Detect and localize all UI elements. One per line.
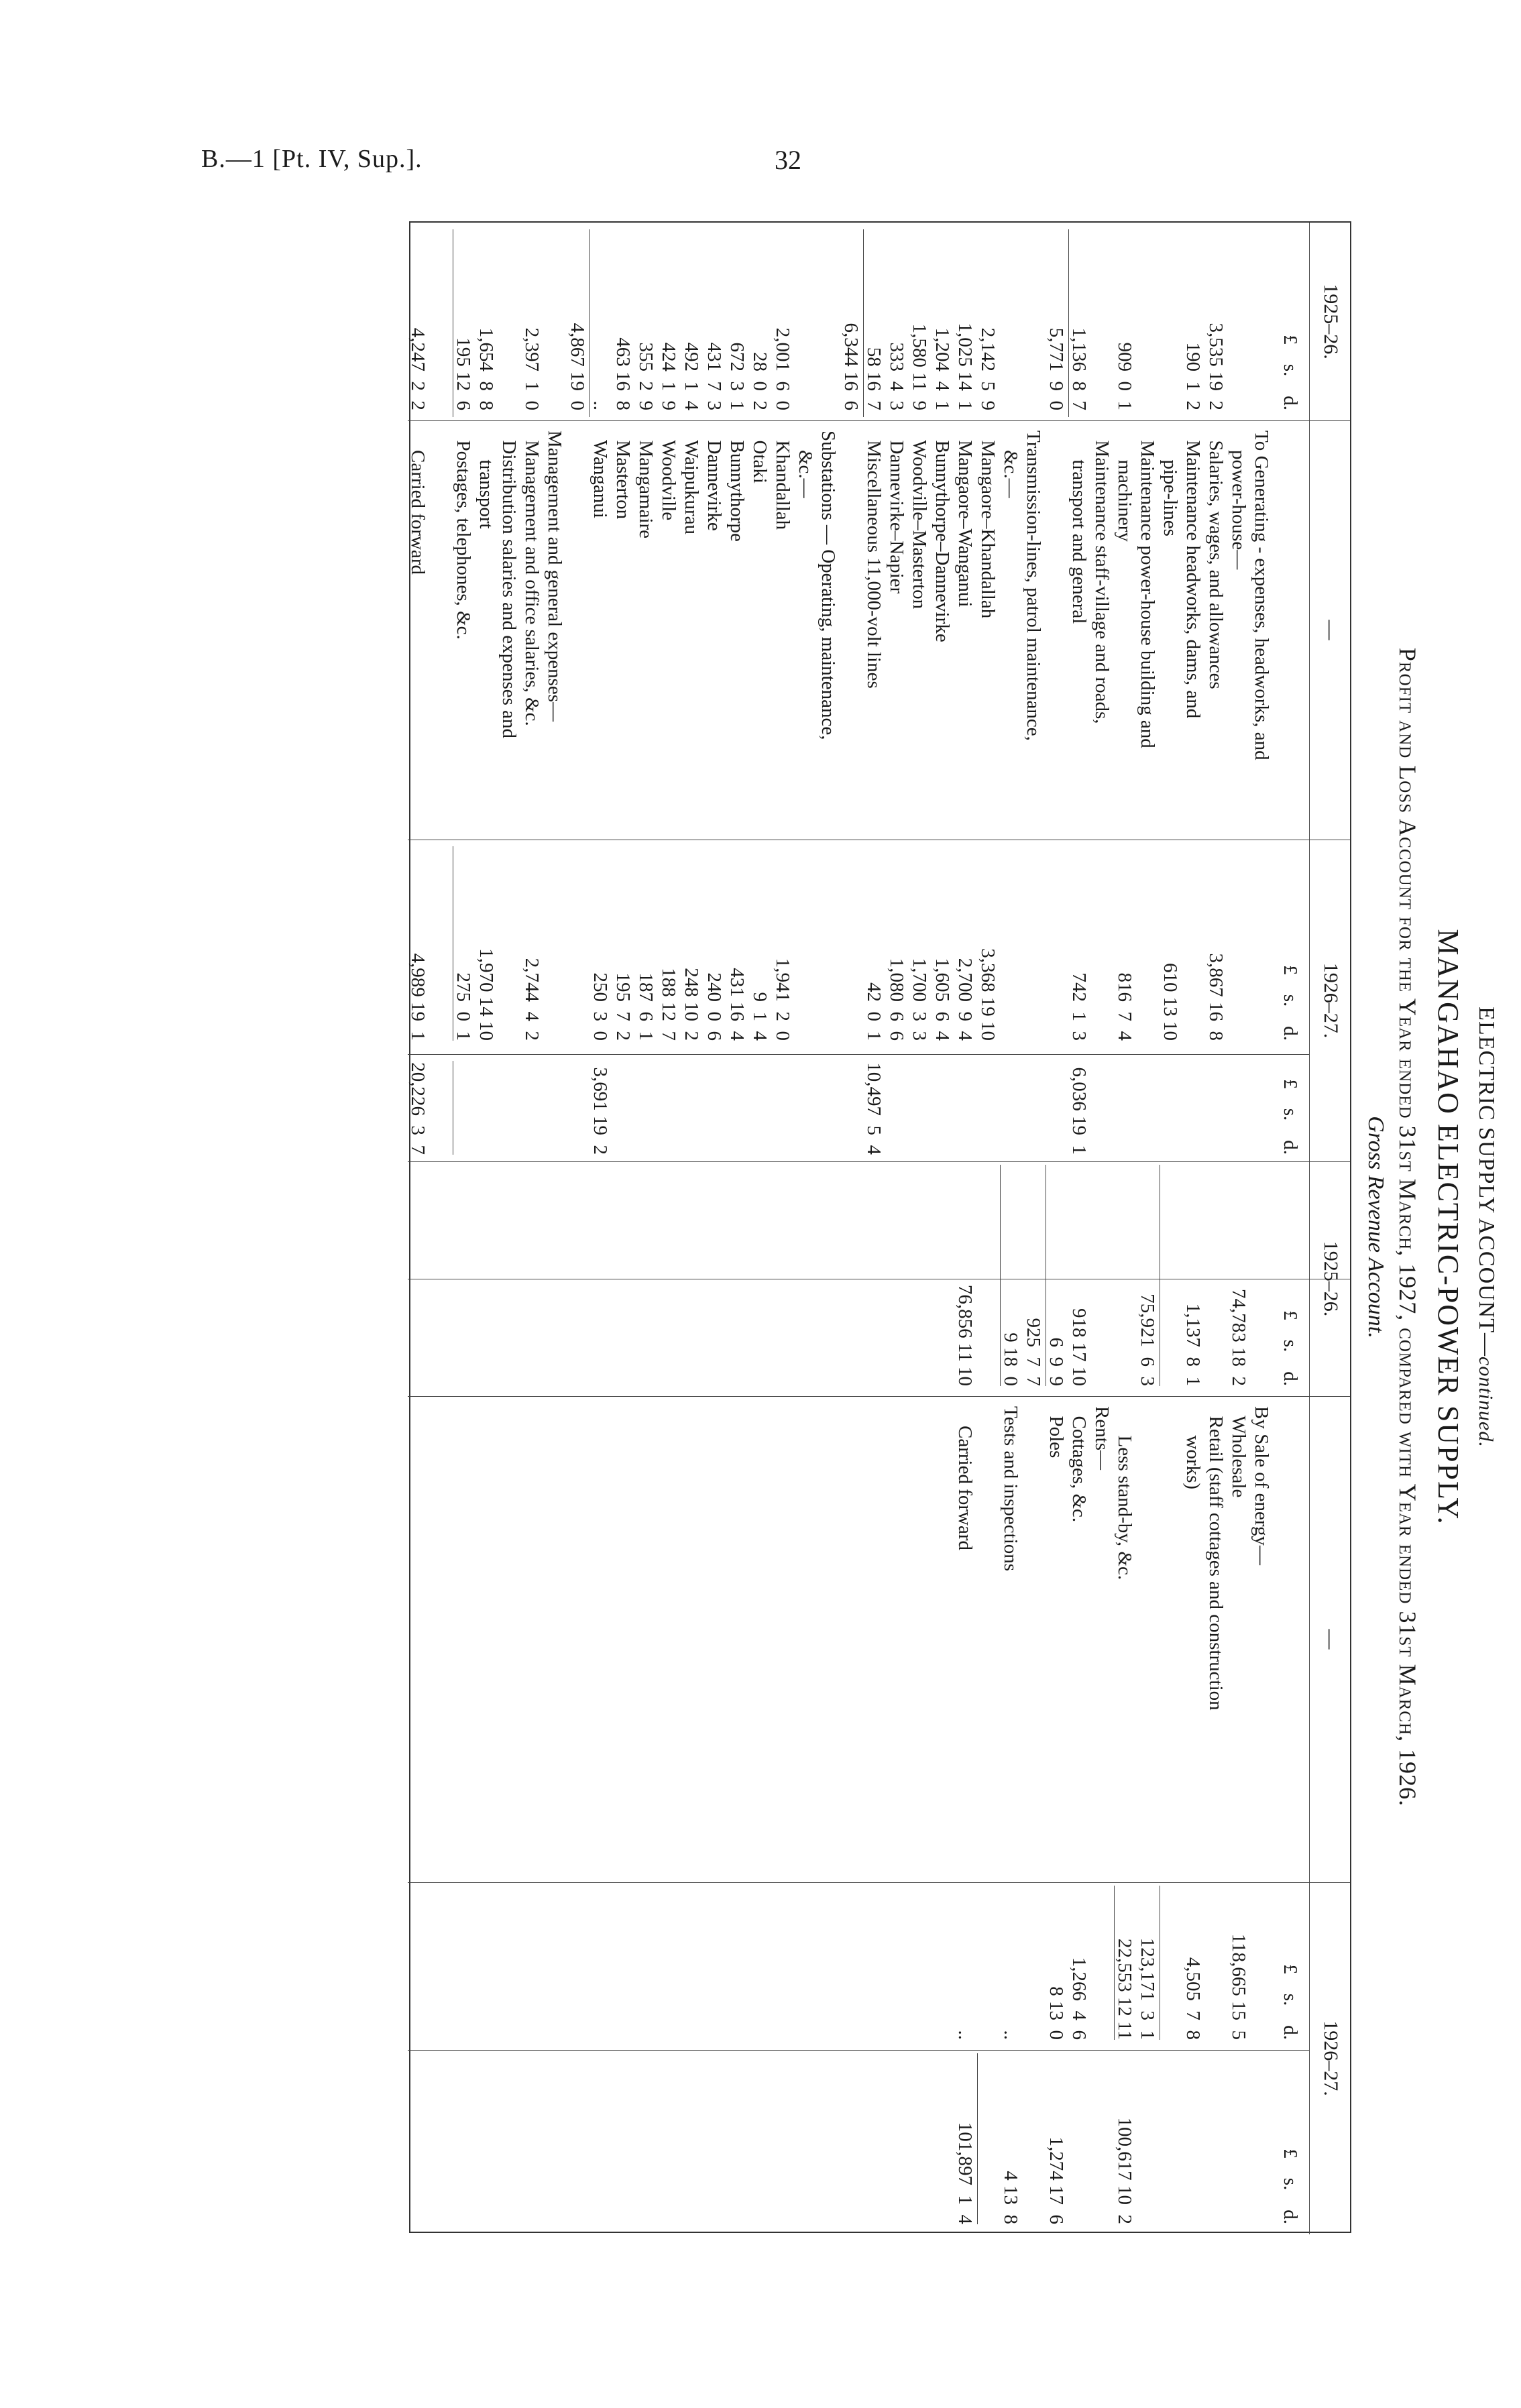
- debit-prev-amount: ..: [589, 400, 611, 410]
- column-rule: [408, 2050, 1310, 2051]
- header-cur-debit: 1926–27.: [1320, 962, 1342, 1039]
- debit-item-label: Bunnythorpe–Dannevirke: [932, 431, 953, 642]
- debit-item-label: Substations — Operating, maintenance,: [818, 431, 839, 740]
- debit-item-label: Wanganui: [589, 431, 611, 518]
- credit-cur-amount: 8 13 0: [1046, 1986, 1067, 2040]
- debit-item-label: power-house—: [1228, 431, 1249, 570]
- debit-prev-amount: 1,654 8 8: [475, 327, 497, 410]
- credit-item-label: Retail (staff cottages and construction: [1205, 1406, 1227, 1711]
- debit-item-label: Dannevirke: [703, 431, 725, 531]
- debit-cur-amount: 42 0 1: [863, 982, 885, 1041]
- document-reference: B.—1 [Pt. IV, Sup.].: [201, 145, 422, 173]
- debit-cur-total: 20,226 3 7: [407, 1062, 429, 1155]
- debit-prev-amount: 492 1 4: [681, 342, 702, 410]
- debit-item-label: Mangamaire: [635, 431, 657, 539]
- unit-label: £ s. d.: [1280, 1310, 1301, 1386]
- unit-label: £ s. d.: [1280, 1964, 1301, 2040]
- credit-prev-amount: 76,856 11 10: [954, 1284, 976, 1386]
- debit-cur-amount: 4,989 19 1: [407, 953, 429, 1041]
- header-prev-credit: 1925–26.: [1320, 1241, 1342, 1317]
- debit-cur-amount: 3,368 19 10: [977, 948, 999, 1041]
- debit-prev-amount: 1,204 4 1: [932, 327, 953, 410]
- credit-prev-amount: 74,783 18 2: [1228, 1289, 1249, 1386]
- debit-item-label: Miscellaneous 11,000-volt lines: [863, 431, 885, 689]
- debit-cur-amount: 195 7 2: [612, 972, 634, 1041]
- credit-prev-amount: 918 17 10: [1068, 1308, 1090, 1386]
- debit-item-label: Distribution salaries and expenses and: [498, 431, 520, 739]
- credit-item-label: Less stand-by, &c.: [1114, 1406, 1135, 1581]
- profit-loss-table: [409, 221, 1351, 2233]
- debit-cur-amount: 2,744 4 2: [521, 958, 543, 1041]
- subtotal-rule: [863, 229, 864, 417]
- subtotal-rule: [589, 229, 590, 417]
- debit-prev-amount: 355 2 9: [635, 342, 657, 410]
- credit-cur-amount: 22,553 12 11: [1114, 1938, 1135, 2040]
- debit-cur-amount: 3,867 16 8: [1205, 953, 1227, 1041]
- debit-item-label: Bunnythorpe: [726, 431, 748, 542]
- debit-cur-amount: 275 0 1: [453, 972, 474, 1041]
- unit-label: £ s. d.: [1280, 335, 1301, 410]
- header-dash-credit: —: [1320, 1629, 1342, 1650]
- subtotal-rule: [1114, 1886, 1115, 2040]
- debit-prev-amount: 333 4 3: [886, 342, 907, 410]
- debit-item-label: Otaki: [749, 431, 771, 483]
- debit-cur-amount: 610 13 10: [1160, 963, 1181, 1041]
- header-dash-debit: —: [1320, 620, 1342, 640]
- debit-item-label: transport and general: [1068, 431, 1090, 624]
- debit-prev-amount: 58 16 7: [863, 347, 885, 410]
- debit-prev-amount: 463 16 8: [612, 337, 634, 410]
- debit-prev-amount: 5,771 9 0: [1046, 327, 1067, 410]
- subtotal-rule: [1068, 229, 1069, 417]
- debit-cur-amount: 1,700 3 3: [909, 958, 930, 1041]
- credit-cur-total: 4 13 8: [1000, 2171, 1021, 2224]
- debit-prev-amount: 6,344 16 6: [840, 323, 862, 410]
- credit-item-label: Wholesale: [1228, 1406, 1249, 1498]
- column-rule: [408, 1054, 1310, 1055]
- credit-cur-amount: ..: [954, 2030, 976, 2040]
- debit-prev-amount: 3,535 19 2: [1205, 323, 1227, 410]
- credit-cur-total: 101,897 1 4: [954, 2122, 976, 2224]
- debit-cur-amount: 9 1 4: [749, 992, 771, 1041]
- credit-prev-amount: 6 9 9: [1046, 1337, 1067, 1386]
- debit-item-label: Postages, telephones, &c.: [453, 431, 474, 640]
- credit-item-label: Carried forward: [954, 1406, 976, 1550]
- debit-prev-amount: 1,025 14 1: [954, 323, 976, 410]
- debit-cur-amount: 1,970 14 10: [475, 948, 497, 1041]
- debit-cur-amount: 1,605 6 4: [932, 958, 953, 1041]
- debit-prev-amount: 4,867 19 0: [567, 323, 588, 410]
- page-number: 32: [775, 145, 801, 175]
- credit-item-label: Poles: [1046, 1406, 1067, 1458]
- rotated-table-sheet: [406, 221, 1512, 2233]
- debit-cur-total: 3,691 19 2: [589, 1067, 611, 1155]
- debit-item-label: Transmission-lines, patrol maintenance,: [1023, 431, 1044, 741]
- debit-cur-amount: 240 0 6: [703, 972, 725, 1041]
- debit-item-label: To Generating - expenses, headworks, and: [1251, 431, 1272, 760]
- debit-prev-amount: 2,001 6 0: [772, 327, 793, 410]
- debit-prev-amount: 2,142 5 9: [977, 327, 999, 410]
- credit-cur-amount: ..: [1000, 2030, 1021, 2040]
- credit-item-label: Rents—: [1091, 1406, 1113, 1471]
- debit-prev-amount: 190 1 2: [1182, 342, 1204, 410]
- column-rule: [408, 1161, 1350, 1162]
- debit-cur-amount: 1,080 6 6: [886, 958, 907, 1041]
- column-rule: [408, 1882, 1350, 1883]
- debit-item-label: Salaries, wages, and allowances: [1205, 431, 1227, 689]
- debit-cur-amount: 431 16 4: [726, 968, 748, 1041]
- credit-item-label: By Sale of energy—: [1251, 1406, 1272, 1566]
- subtotal-rule: [1000, 1165, 1001, 1386]
- debit-item-label: Maintenance power-house building and: [1137, 431, 1158, 748]
- credit-prev-amount: 925 7 7: [1023, 1318, 1044, 1386]
- debit-prev-amount: 2,397 1 0: [521, 327, 543, 410]
- debit-prev-amount: 195 12 6: [453, 337, 474, 410]
- debit-cur-total: 6,036 19 1: [1068, 1067, 1090, 1155]
- debit-cur-amount: 188 12 7: [658, 968, 679, 1041]
- debit-item-label: Mangaore–Khandallah: [977, 431, 999, 619]
- debit-item-label: &c.—: [1000, 431, 1021, 498]
- header-cur-credit: 1926–27.: [1320, 2020, 1342, 2096]
- debit-item-label: Maintenance headworks, dams, and: [1182, 431, 1204, 719]
- credit-cur-total: 100,617 10 2: [1114, 2117, 1135, 2224]
- debit-prev-amount: 4,247 2 2: [407, 327, 429, 410]
- credit-item-label: Cottages, &c.: [1068, 1406, 1090, 1523]
- debit-item-label: pipe-lines: [1160, 431, 1181, 536]
- debit-cur-amount: 250 3 0: [589, 972, 611, 1041]
- credit-cur-amount: 4,505 7 8: [1182, 1957, 1204, 2040]
- debit-item-label: Carried forward: [407, 431, 429, 575]
- debit-prev-amount: 672 3 1: [726, 342, 748, 410]
- debit-cur-amount: 816 7 4: [1114, 972, 1135, 1041]
- unit-label: £ s. d.: [1280, 965, 1301, 1041]
- unit-label: £ s. d.: [1280, 2148, 1301, 2224]
- credit-cur-amount: 123,171 3 1: [1137, 1937, 1158, 2040]
- debit-item-label: Mangaore–Wanganui: [954, 431, 976, 608]
- account-title: ELECTRIC SUPPLY ACCOUNT—continued.: [1474, 1007, 1499, 1448]
- credit-item-label: works): [1182, 1406, 1204, 1490]
- subtitle: Gross Revenue Account.: [1363, 1116, 1388, 1338]
- debit-item-label: machinery: [1114, 431, 1135, 542]
- credit-prev-amount: 75,921 6 3: [1137, 1294, 1158, 1386]
- debit-item-label: Dannevirke–Napier: [886, 431, 907, 594]
- debit-cur-amount: 1,941 2 0: [772, 958, 793, 1041]
- credit-prev-amount: 9 18 0: [1000, 1332, 1021, 1386]
- debit-cur-amount: 2,700 9 4: [954, 958, 976, 1041]
- debit-cur-total: 10,497 5 4: [863, 1062, 885, 1155]
- debit-prev-amount: 28 0 2: [749, 352, 771, 410]
- debit-item-label: Woodville: [658, 431, 679, 521]
- debit-cur-amount: 742 1 3: [1068, 972, 1090, 1041]
- column-rule: [408, 420, 1350, 421]
- page-header: [201, 144, 939, 184]
- debit-item-label: Management and general expenses—: [544, 431, 565, 722]
- debit-item-label: &c.—: [795, 431, 816, 498]
- debit-item-label: Woodville–Masterton: [909, 431, 930, 610]
- debit-item-label: Masterton: [612, 431, 634, 520]
- debit-cur-amount: 187 6 1: [635, 972, 657, 1041]
- debit-item-label: transport: [475, 431, 497, 529]
- credit-item-label: Tests and inspections: [1000, 1406, 1021, 1572]
- debit-prev-amount: 909 0 1: [1114, 342, 1135, 410]
- header-prev-debit: 1925–26.: [1320, 284, 1342, 359]
- debit-item-label: Management and office salaries, &c.: [521, 431, 543, 726]
- debit-item-label: Maintenance staff-village and roads,: [1091, 431, 1113, 724]
- debit-prev-amount: 1,580 11 9: [909, 323, 930, 410]
- debit-prev-amount: 431 7 3: [703, 342, 725, 410]
- pl-title: Profit and Loss Account for the Year ended 31st March, 1927, compared with Year ended 31st March, 1926.: [1394, 647, 1421, 1807]
- credit-cur-amount: 118,665 15 5: [1228, 1933, 1249, 2040]
- debit-prev-amount: 1,136 8 7: [1068, 327, 1090, 410]
- debit-cur-amount: 248 10 2: [681, 968, 702, 1041]
- credit-cur-amount: 1,266 4 6: [1068, 1957, 1090, 2040]
- credit-cur-total: 1,274 17 6: [1046, 2136, 1067, 2224]
- unit-label: £ s. d.: [1280, 1079, 1301, 1155]
- column-rule: [408, 1396, 1350, 1397]
- debit-prev-amount: 424 1 9: [658, 342, 679, 410]
- debit-item-label: Waipukurau: [681, 431, 702, 534]
- debit-item-label: Khandallah: [772, 431, 793, 530]
- header-rule: [1309, 223, 1310, 2234]
- credit-prev-amount: 1,137 8 1: [1182, 1303, 1204, 1386]
- subtotal-rule: [977, 2053, 978, 2224]
- scheme-title: MANGAHAO ELECTRIC-POWER SUPPLY.: [1432, 929, 1465, 1526]
